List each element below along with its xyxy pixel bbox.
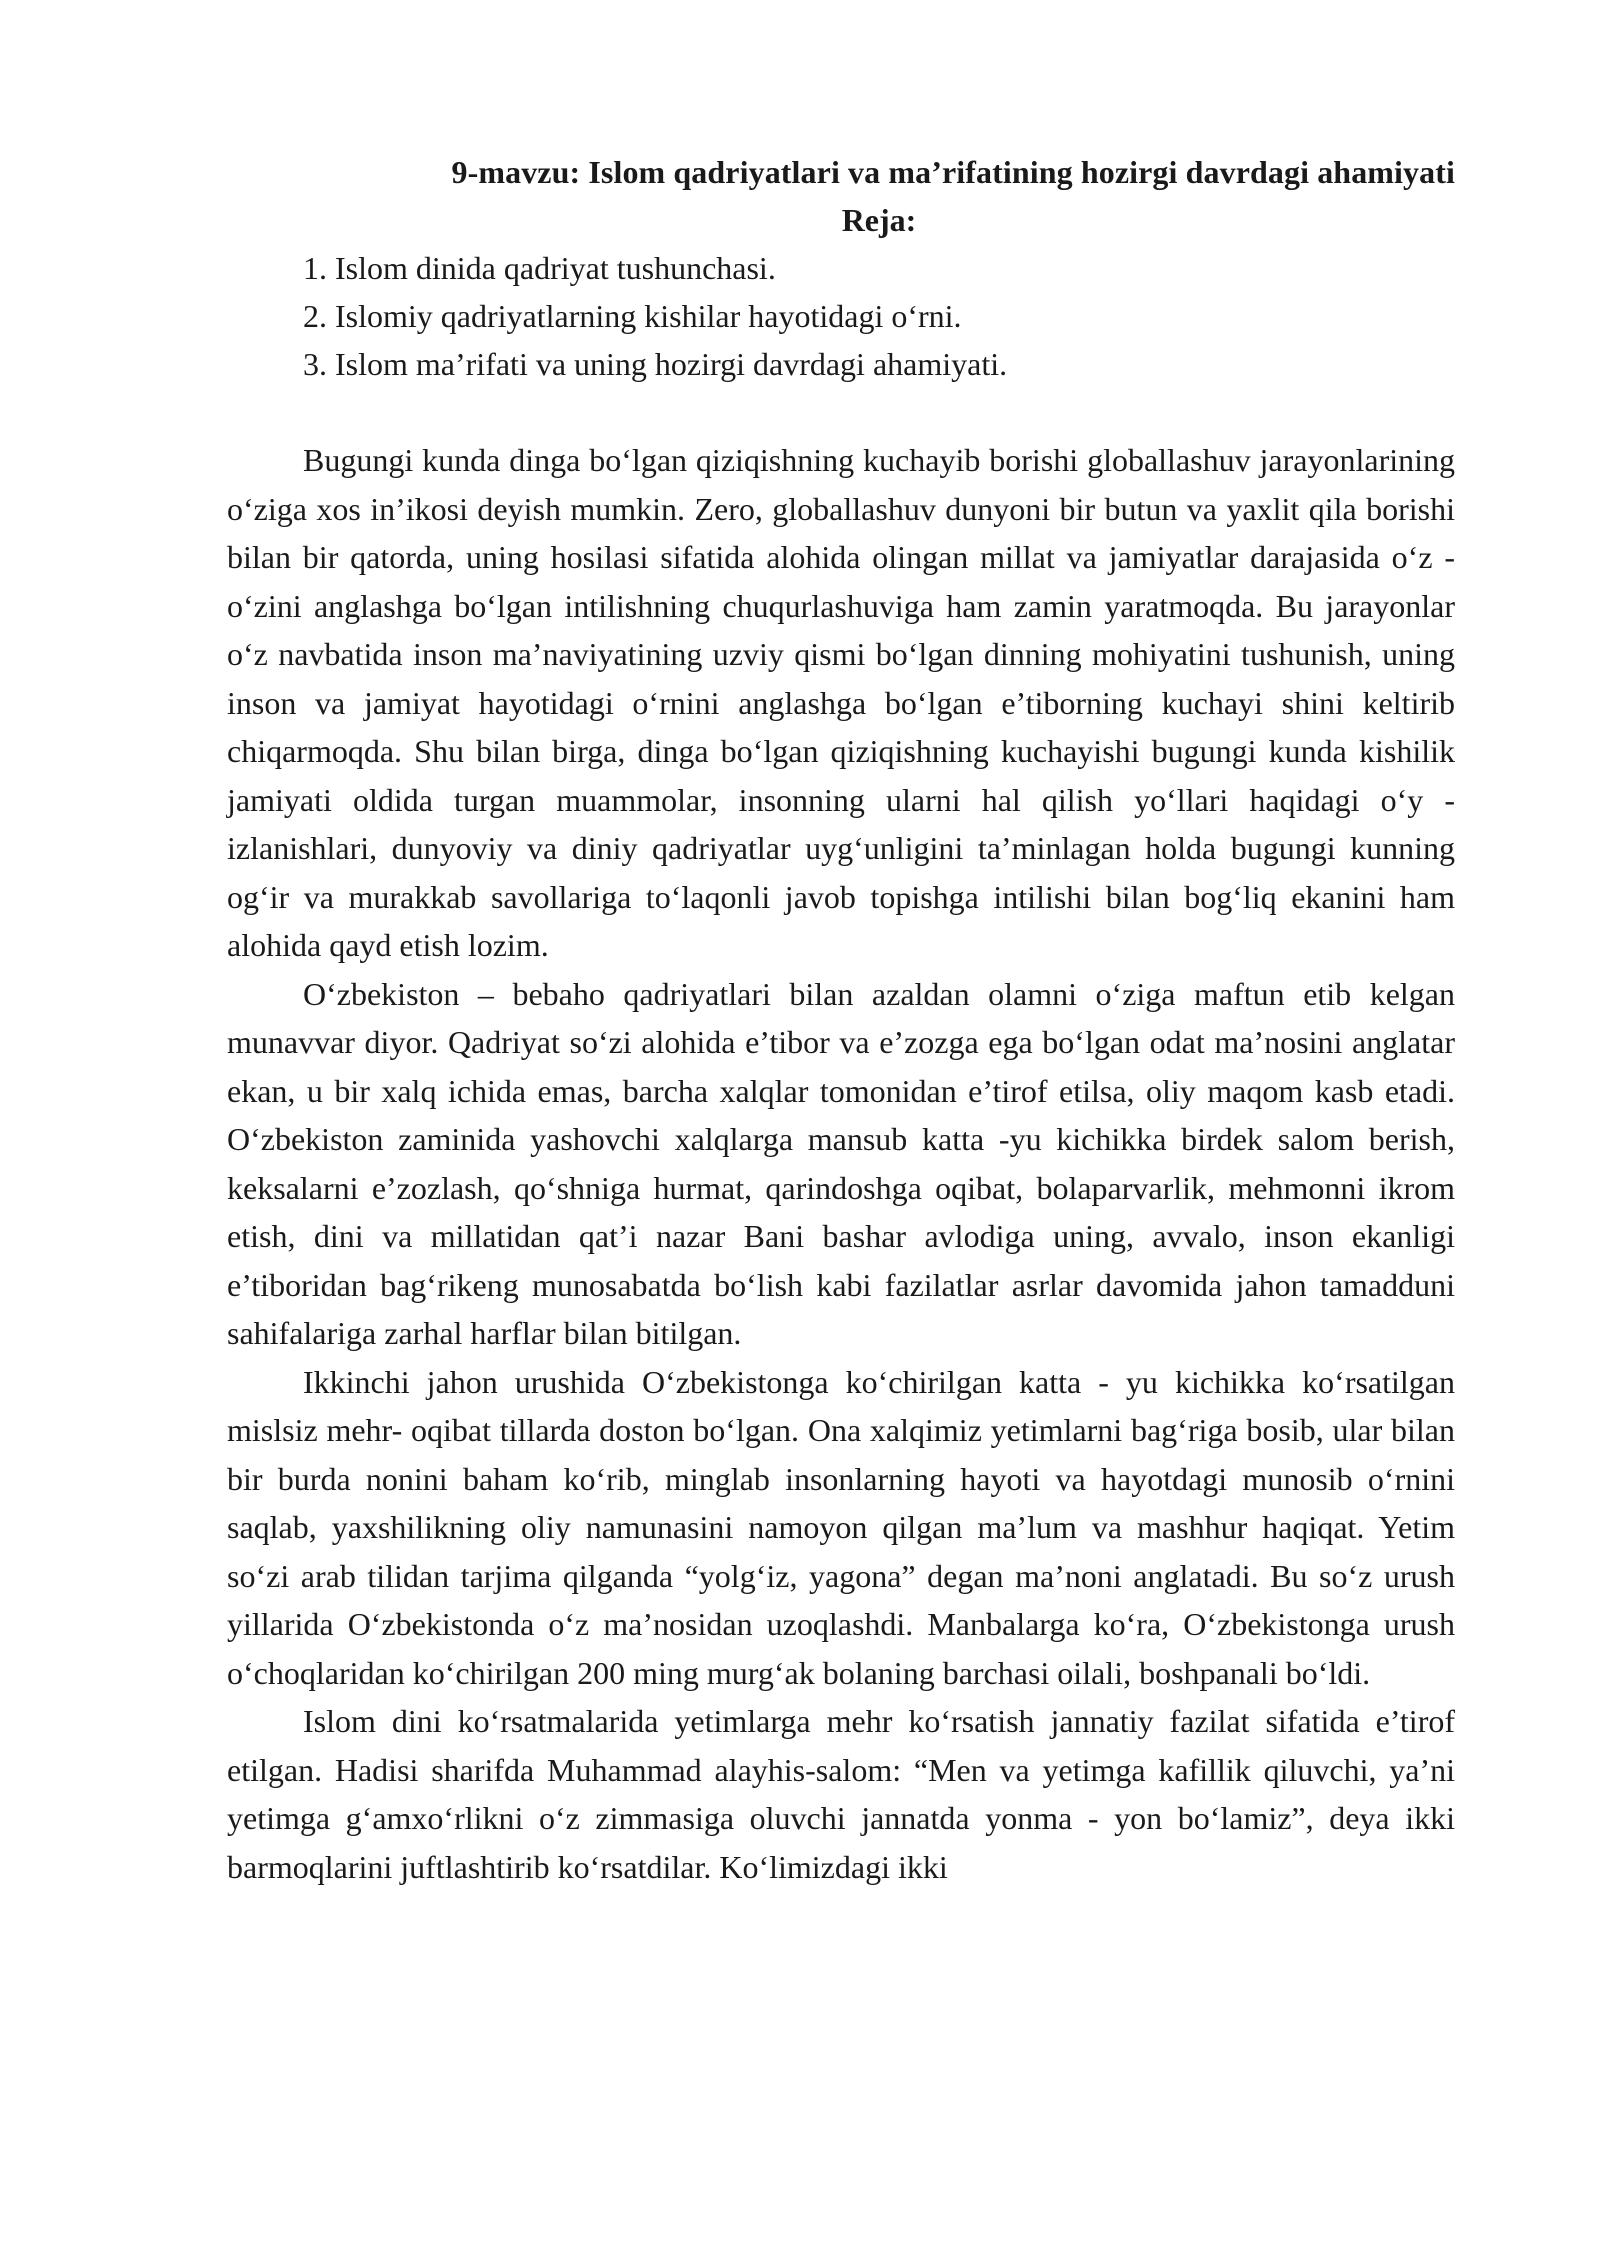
plan-item: 2. Islomiy qadriyatlarning kishilar hayotidagi o‘rni. <box>303 298 962 334</box>
document-page <box>227 148 1455 1891</box>
body-paragraph: Islom dini ko‘rsatmalarida yetimlarga mehr ko‘rsatish jannatiy fazilat sifatida e’tirof etilgan. Hadisi sharifda Muhammad alayhis-salom: “Men va yetimga kafillik qiluvchi, ya’ni yetimga g‘amxo‘rlikni o‘z zimmasiga oluvchi jannatda yonma - yon bo‘lamiz”, deya ikki barmoqlarini juftlashtirib ko‘rsatdilar. Ko‘limizdagi ikki <box>227 1703 1455 1885</box>
body-paragraph: Ikkinchi jahon urushida O‘zbekistonga ko‘chirilgan katta - yu kichikka ko‘rsatilgan mislsiz mehr- oqibat tillarda doston bo‘lgan. Ona xalqimiz yetimlarni bag‘riga bosib, ular bilan bir burda nonini baham ko‘rib, minglab insonlarning hayoti va hayotdagi munosib o‘rnini saqlab, yaxshilikning oliy namunasini namoyon qilgan ma’lum va mashhur haqiqat. Yetim so‘zi arab tilidan tarjima qilganda “yolg‘iz, yagona” degan ma’noni anglatadi. Bu so‘z urush yillarida O‘zbekistonda o‘z ma’nosidan uzoqlashdi. Manbalarga ko‘ra, O‘zbekistonga urush o‘choqlaridan ko‘chirilgan 200 ming murg‘ak bolaning barchasi oilali, boshpanali bo‘ldi. <box>227 1363 1455 1691</box>
plan-heading: Reja: <box>841 202 917 238</box>
document-title: 9-mavzu: Islom qadriyatlari va ma’rifatining hozirgi davrdagi ahamiyati <box>451 154 1455 190</box>
body-paragraph: O‘zbekiston – bebaho qadriyatlari bilan azaldan olamni o‘ziga maftun etib kelgan munavvar diyor. Qadriyat so‘zi alohida e’tibor va e’zozga ega bo‘lgan odat ma’nosini anglatar ekan, u bir xalq ichida emas, barcha xalqlar tomonidan e’tirof etilsa, oliy maqom kasb etadi. O‘zbekiston zaminida yashovchi xalqlarga mansub katta -yu kichikka birdek salom berish, keksalarni e’zozlash, qo‘shniga hurmat, qarindoshga oqibat, bolaparvarlik, mehmonni ikrom etish, dini va millatidan qat’i nazar Bani bashar avlodiga uning, avvalo, inson ekanligi e’tiboridan bag‘rikeng munosabatda bo‘lish kabi fazilatlar asrlar davomida jahon tamadduni sahifalariga zarhal harflar bilan bitilgan. <box>227 975 1455 1351</box>
plan-list <box>227 244 1455 388</box>
plan-item: 3. Islom ma’rifati va uning hozirgi davrdagi ahamiyati. <box>303 346 1008 382</box>
section-spacer <box>227 388 1455 436</box>
body-paragraph: Bugungi kunda dinga bo‘lgan qiziqishning kuchayib borishi globallashuv jarayonlarining o‘ziga xos in’ikosi deyish mumkin. Zero, globallashuv dunyoni bir butun va yaxlit qila borishi bilan bir qatorda, uning hosilasi sifatida alohida olingan millat va jamiyatlar darajasida o‘z - o‘zini anglashga bo‘lgan intilishning chuqurlashuviga ham zamin yaratmoqda. Bu jarayonlar o‘z navbatida inson ma’naviyatining uzviy qismi bo‘lgan dinning mohiyatini tushunish, uning inson va jamiyat hayotidagi o‘rnini anglashga bo‘lgan e’tiborning kuchayi shini keltirib chiqarmoqda. Shu bilan birga, dinga bo‘lgan qiziqishning kuchayishi bugungi kunda kishilik jamiyati oldida turgan muammolar, insonning ularni hal qilish yo‘llari haqidagi o‘y -izlanishlari, dunyoviy va diniy qadriyatlar uyg‘unligini ta’minlagan holda bugungi kunning og‘ir va murakkab savollariga to‘laqonli javob topishga intilishi bilan bog‘liq ekanini ham alohida qayd etish lozim. <box>227 442 1455 963</box>
plan-item: 1. Islom dinida qadriyat tushunchasi. <box>303 250 776 286</box>
